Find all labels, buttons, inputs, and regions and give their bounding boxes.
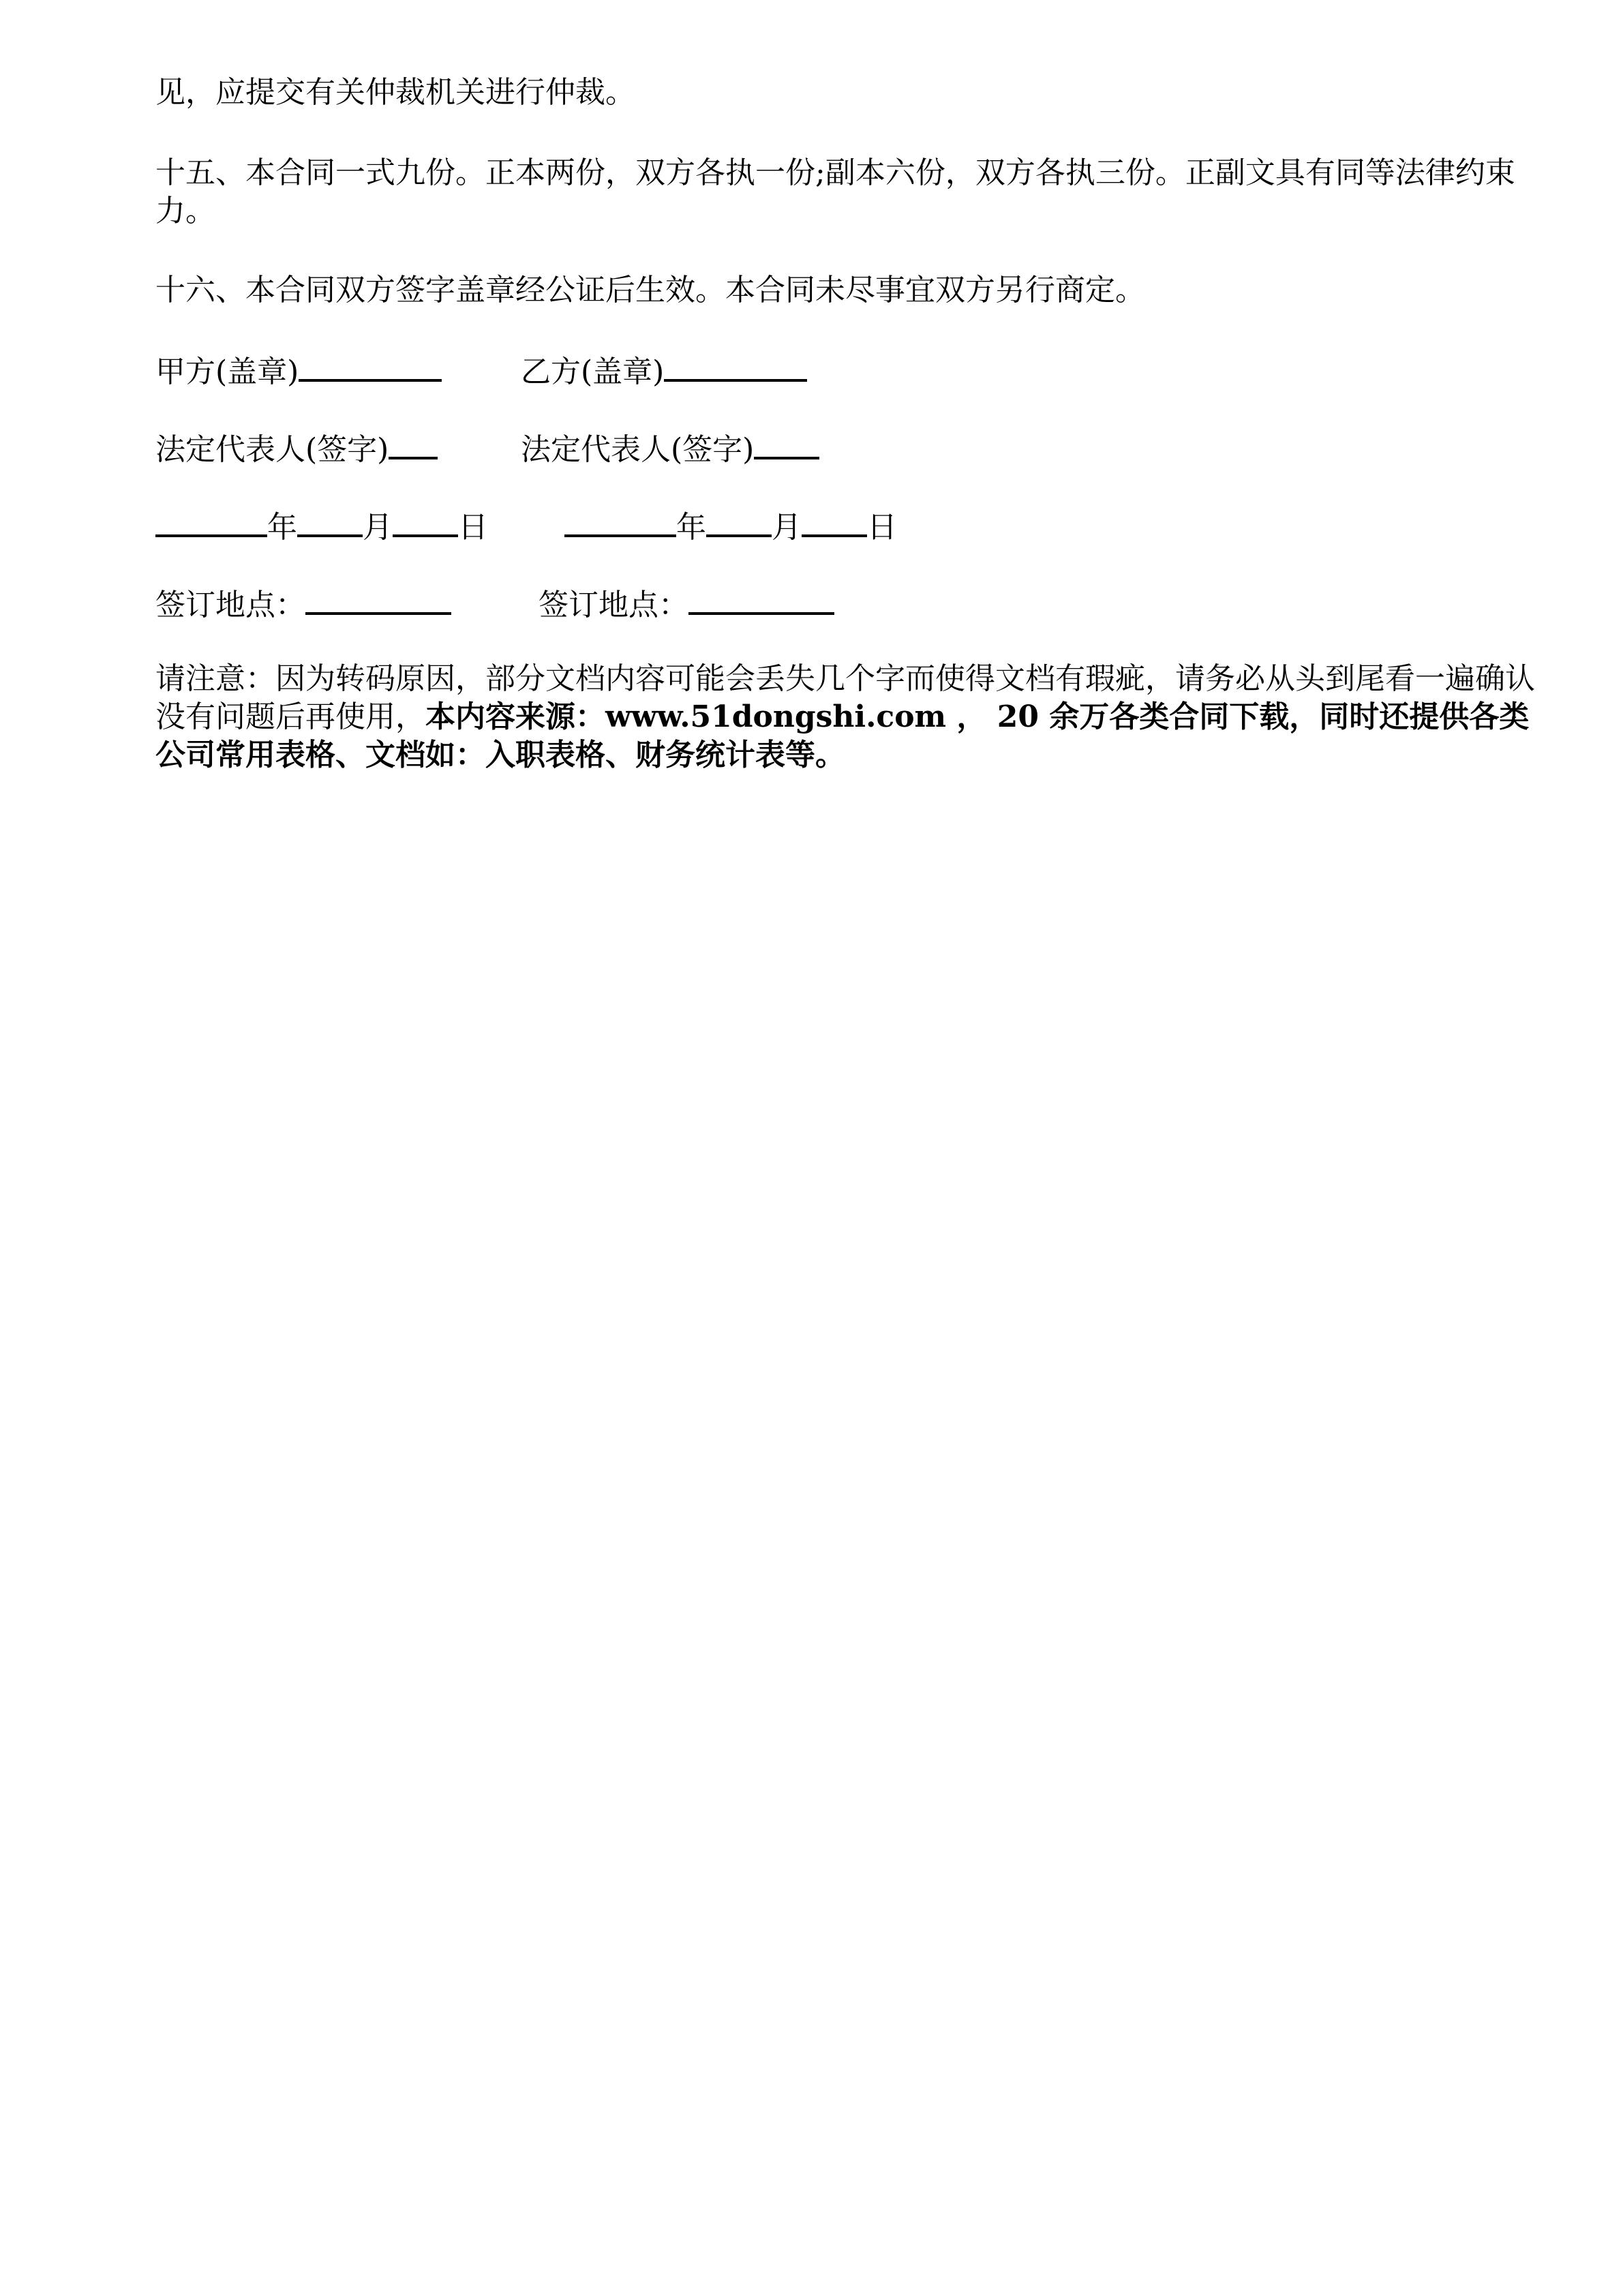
place-a xyxy=(155,582,451,624)
party-b-seal-label: 乙方(盖章) xyxy=(521,354,665,389)
party-b-seal xyxy=(521,349,807,391)
date-a-day-label: 日 xyxy=(458,510,488,545)
legal-rep-a xyxy=(155,427,438,469)
date-b-year-blank[interactable] xyxy=(564,504,676,537)
date-b-day-blank[interactable] xyxy=(802,504,867,537)
date-b-year-label: 年 xyxy=(676,510,706,545)
legal-rep-b-blank[interactable] xyxy=(754,427,819,459)
clause-continuation: 见，应提交有关仲裁机关进行仲裁。 xyxy=(155,75,635,110)
seal-line xyxy=(155,349,1546,387)
notice-normal-text: 请注意：因为转码原因，部分文档内容可能会丢失几个字而使得文档有瑕疵，请务必从头到尾看一遍确认没有问题后再使用， xyxy=(155,661,1535,734)
legal-rep-b xyxy=(521,427,819,469)
clause-15: 十五、本合同一式九份。正本两份，双方各执一份;副本六份，双方各执三份。正副文具有同等法律约束力。 xyxy=(155,155,1515,228)
date-b-day-label: 日 xyxy=(867,510,897,545)
party-b-seal-blank[interactable] xyxy=(664,349,807,382)
place-b-blank[interactable] xyxy=(688,582,834,615)
date-a-month-label: 月 xyxy=(363,510,393,545)
date-b xyxy=(564,504,897,547)
date-a-day-blank[interactable] xyxy=(393,504,458,537)
legal-rep-line xyxy=(155,427,1546,465)
party-a-seal-label: 甲方(盖章) xyxy=(155,354,299,389)
date-a-month-blank[interactable] xyxy=(297,504,363,537)
date-a-year-blank[interactable] xyxy=(155,504,267,537)
party-a-seal-blank[interactable] xyxy=(299,349,442,382)
legal-rep-a-blank[interactable] xyxy=(389,427,438,459)
conversion-notice xyxy=(155,660,1546,774)
notice-bold-text: 本内容来源：www.51dongshi.com ， 20 余万各类合同下载，同时还提供各类公司常用表格、文档如：入职表格、财务统计表等。 xyxy=(155,699,1530,772)
place-b-label: 签订地点： xyxy=(539,588,688,622)
place-a-label: 签订地点： xyxy=(155,588,305,622)
date-line xyxy=(155,504,1546,543)
legal-rep-b-label: 法定代表人(签字) xyxy=(521,432,755,467)
place-line xyxy=(155,582,1546,620)
date-a-year-label: 年 xyxy=(267,510,297,545)
place-b xyxy=(539,582,834,624)
date-a xyxy=(155,504,488,547)
date-b-month-label: 月 xyxy=(772,510,802,545)
legal-rep-a-label: 法定代表人(签字) xyxy=(155,432,389,467)
clause-16: 十六、本合同双方签字盖章经公证后生效。本合同未尽事宜双方另行商定。 xyxy=(155,273,1145,307)
party-a-seal xyxy=(155,349,442,391)
date-b-month-blank[interactable] xyxy=(706,504,772,537)
place-a-blank[interactable] xyxy=(305,582,451,615)
